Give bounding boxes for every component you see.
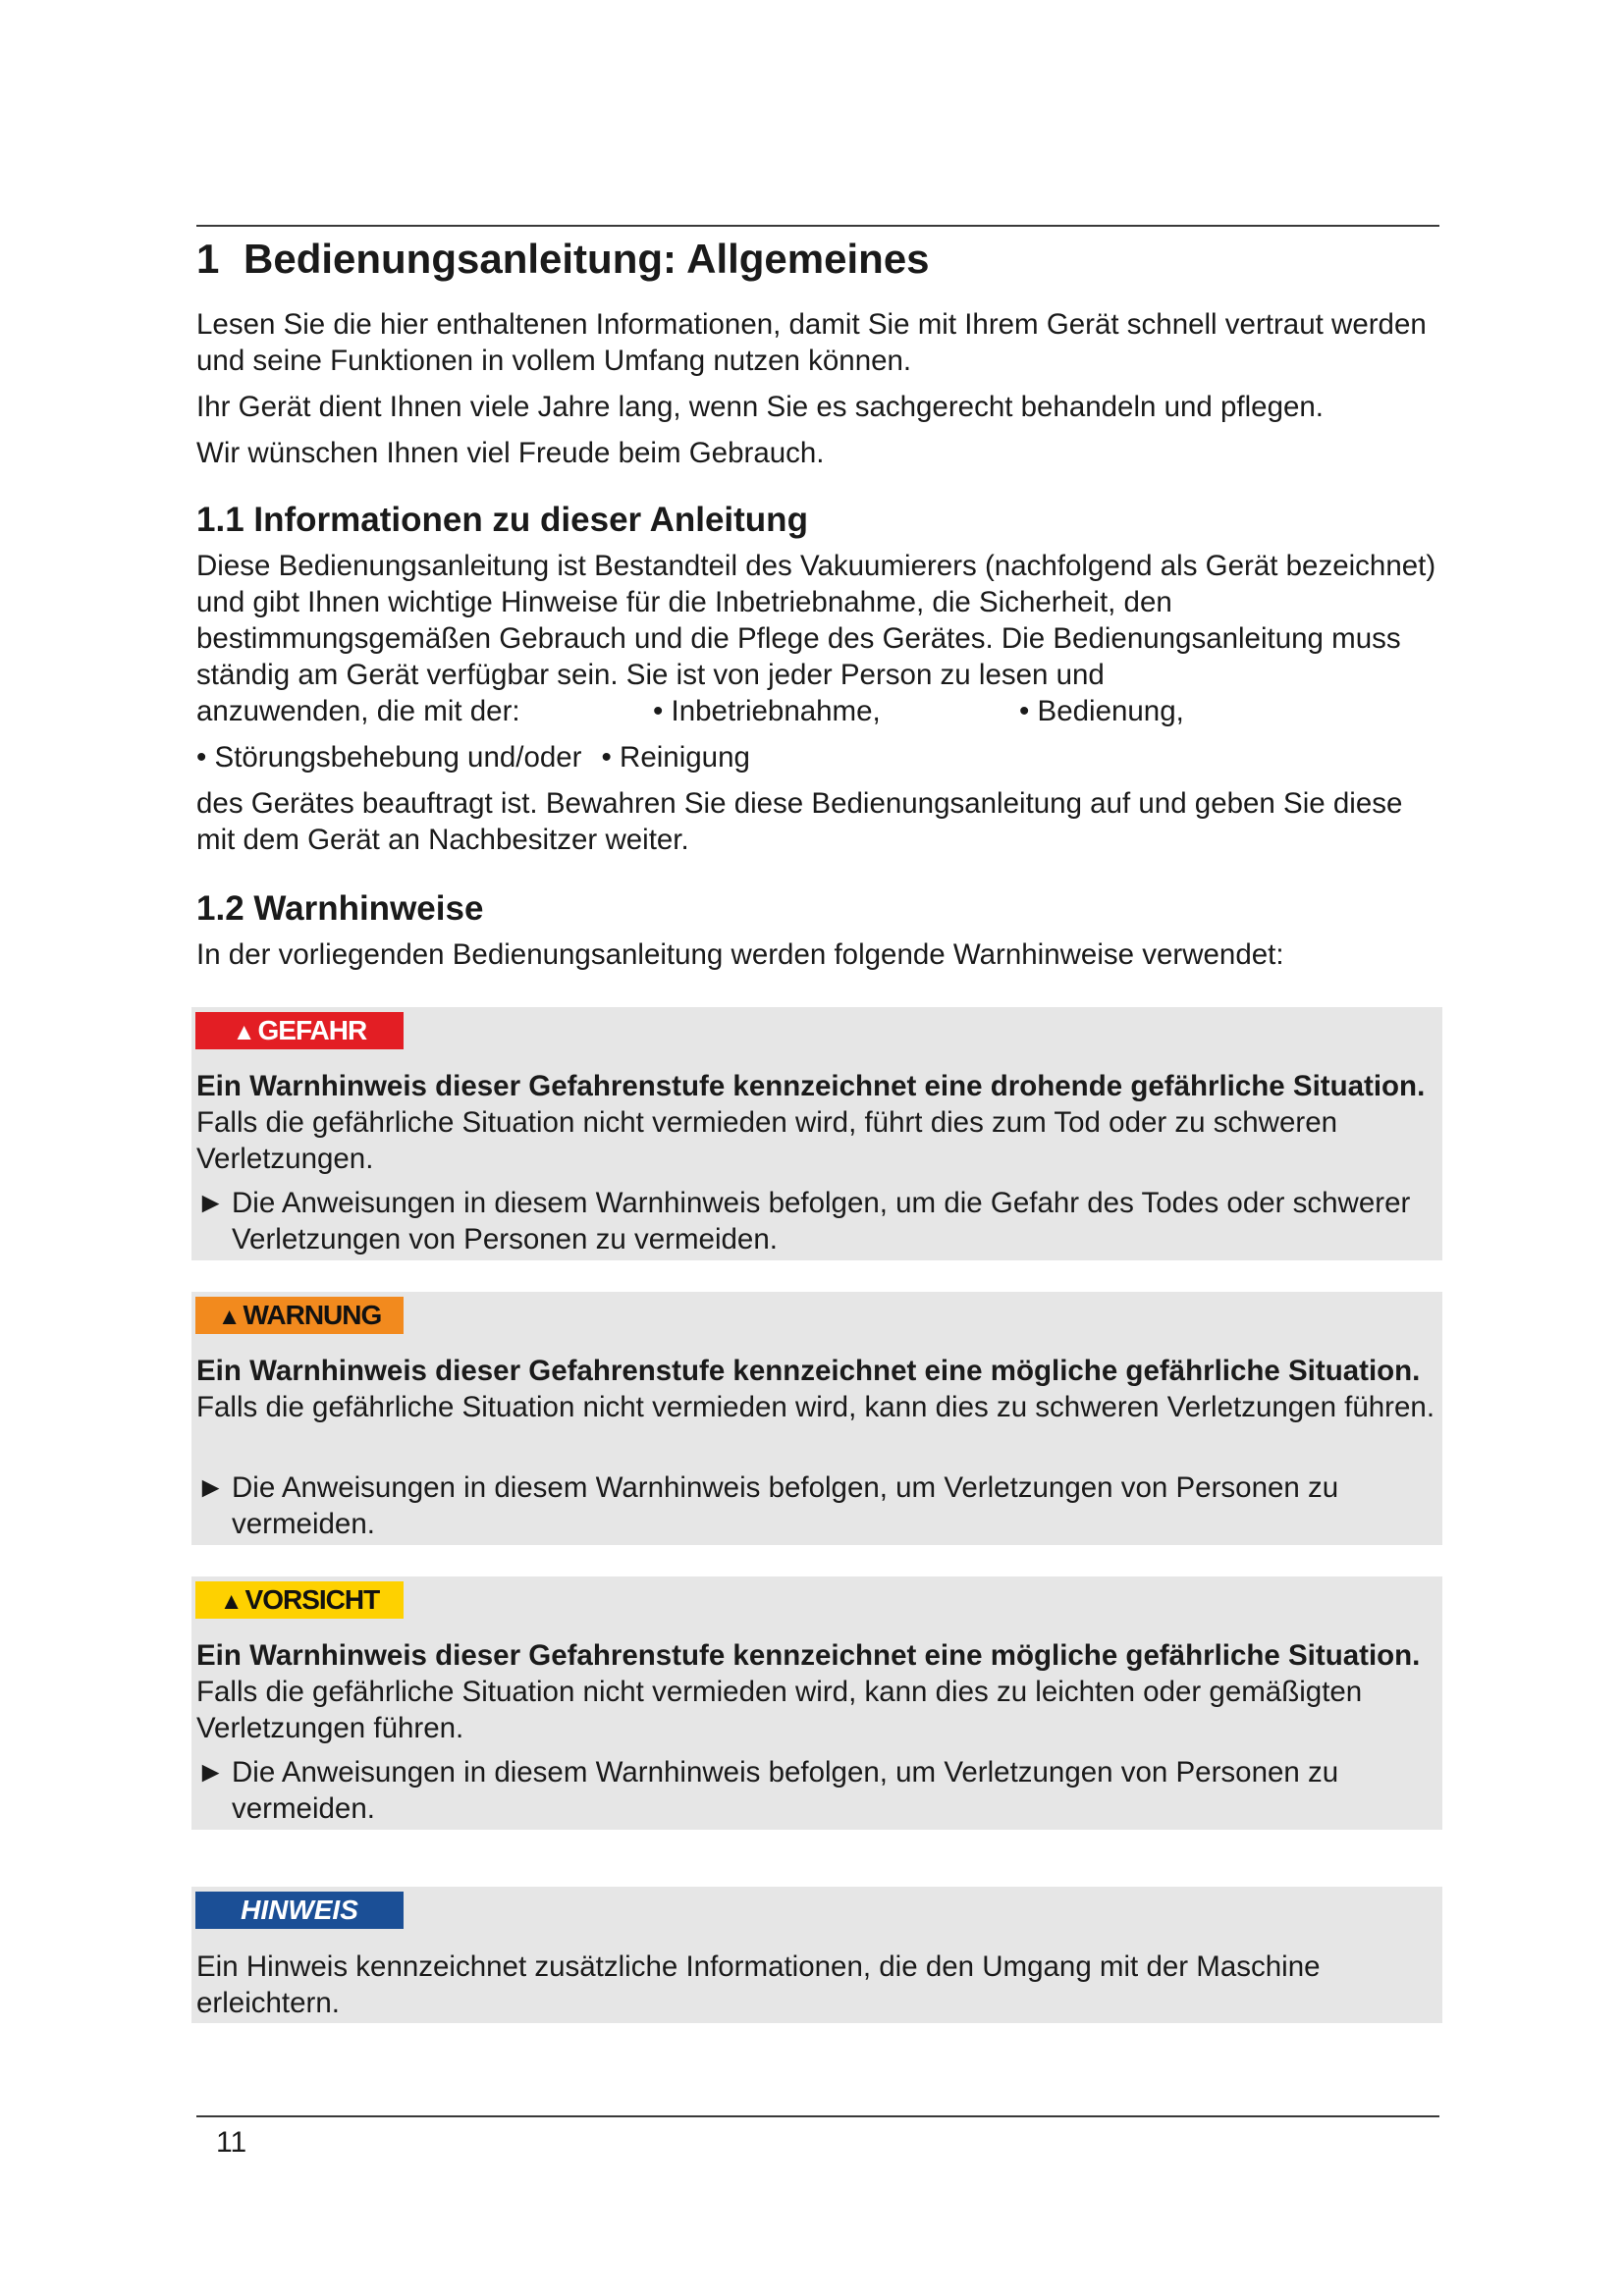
chapter-intro xyxy=(196,306,1439,471)
danger-badge xyxy=(195,1012,404,1049)
section-1-1-tail: des Gerätes beauftragt ist. Bewahren Sie diese Bedienungsanleitung auf und geben Sie diese mit dem Gerät an Nachbesitzer weiter. xyxy=(196,787,1403,856)
caution-notice-bold: Ein Warnhinweis dieser Gefahrenstufe kennzeichnet eine mögliche gefährliche Situation. xyxy=(196,1639,1421,1672)
danger-step-text: Die Anweisungen in diesem Warnhinweis befolgen, um die Gefahr des Todes oder schwerer Verletzungen von Personen zu vermeiden. xyxy=(232,1187,1411,1255)
warning-badge xyxy=(195,1297,404,1334)
section-1-1-body: Diese Bedienungsanleitung ist Bestandteil des Vakuumierers (nachfolgend als Gerät bezeichnet) und gibt Ihnen wichtige Hinweise für die Inbetriebnahme, die Sicherheit, den bestimmungsgemäßen Gebrauch und die Pflege des Gerätes. Die Bedienungsanleitung muss ständig am Gerät verfügbar sein. Sie ist von jeder Person zu lesen und xyxy=(196,550,1436,691)
warning-step xyxy=(196,1469,1435,1542)
info-badge-label: HINWEIS xyxy=(241,1895,358,1925)
caution-notice xyxy=(191,1576,1442,1830)
warning-step-text: Die Anweisungen in diesem Warnhinweis befolgen, um Verletzungen von Personen zu vermeiden. xyxy=(232,1471,1339,1540)
step-arrow-icon: ► xyxy=(196,1187,226,1219)
warning-notice-body: Falls die gefährliche Situation nicht vermieden wird, kann dies zu schweren Verletzungen führen. xyxy=(196,1391,1435,1423)
caution-badge-label: VORSICHT xyxy=(244,1584,380,1615)
info-notice xyxy=(191,1887,1442,2023)
list-row-2 xyxy=(196,739,1439,775)
chapter-title xyxy=(196,228,1439,287)
page-number: 11 xyxy=(216,2126,247,2159)
header-rule xyxy=(196,225,1439,227)
warning-notice-text xyxy=(196,1353,1435,1425)
section-1-1-title: 1.1 Informationen zu dieser Anleitung xyxy=(196,501,808,539)
list-lead-in: anzuwenden, die mit der: xyxy=(196,695,520,727)
danger-step xyxy=(196,1185,1435,1257)
intro-paragraph-3: Wir wünschen Ihnen viel Freude beim Gebrauch. xyxy=(196,437,825,469)
list-item: • Störungsbehebung und/oder xyxy=(196,741,582,774)
info-notice-text: Ein Hinweis kennzeichnet zusätzliche Informationen, die den Umgang mit der Maschine erleichtern. xyxy=(196,1950,1321,2019)
section-1-1 xyxy=(196,499,1439,858)
danger-notice-text xyxy=(196,1068,1435,1177)
caution-notice-text xyxy=(196,1637,1435,1746)
caution-notice-body: Falls die gefährliche Situation nicht vermieden wird, kann dies zu leichten oder gemäßigten Verletzungen führen. xyxy=(196,1676,1363,1744)
page-content xyxy=(196,228,1439,973)
footer-rule xyxy=(196,2115,1439,2117)
step-arrow-icon: ► xyxy=(196,1471,226,1504)
warning-triangle-icon: ▲ xyxy=(217,1304,242,1330)
intro-paragraph-1: Lesen Sie die hier enthaltenen Informationen, damit Sie mit Ihrem Gerät schnell vertraut werden und seine Funktionen in vollem Umfang nutzen können. xyxy=(196,308,1427,377)
section-1-2-title: 1.2 Warnhinweise xyxy=(196,889,484,928)
list-item: • Inbetriebnahme, xyxy=(653,695,881,727)
list-item: • Bedienung, xyxy=(1019,695,1184,727)
chapter-title-text: Bedienungsanleitung: Allgemeines xyxy=(244,236,930,282)
danger-notice-body: Falls die gefährliche Situation nicht vermieden wird, führt dies zum Tod oder zu schweren Verletzungen. xyxy=(196,1106,1338,1175)
chapter-number: 1 xyxy=(196,236,220,282)
caution-badge xyxy=(195,1581,404,1619)
section-1-2-lead: In der vorliegenden Bedienungsanleitung werden folgende Warnhinweise verwendet: xyxy=(196,938,1284,971)
intro-paragraph-2: Ihr Gerät dient Ihnen viele Jahre lang, wenn Sie es sachgerecht behandeln und pflegen. xyxy=(196,391,1325,423)
danger-notice-bold: Ein Warnhinweis dieser Gefahrenstufe kennzeichnet eine drohende gefährliche Situation. xyxy=(196,1070,1426,1102)
list-row-1 xyxy=(196,693,1439,729)
caution-step-text: Die Anweisungen in diesem Warnhinweis befolgen, um Verletzungen von Personen zu vermeiden. xyxy=(232,1756,1339,1825)
danger-notice xyxy=(191,1007,1442,1260)
warning-notice-bold: Ein Warnhinweis dieser Gefahrenstufe kennzeichnet eine mögliche gefährliche Situation. xyxy=(196,1355,1421,1387)
info-badge xyxy=(195,1892,404,1929)
step-arrow-icon: ► xyxy=(196,1756,226,1789)
warning-triangle-icon: ▲ xyxy=(232,1019,256,1045)
danger-badge-label: GEFAHR xyxy=(257,1015,367,1045)
caution-step xyxy=(196,1754,1435,1827)
warning-notice xyxy=(191,1292,1442,1545)
list-item: • Reinigung xyxy=(601,741,750,774)
warning-badge-label: WARNUNG xyxy=(243,1300,382,1330)
section-1-2 xyxy=(196,887,1439,973)
warning-triangle-icon: ▲ xyxy=(219,1588,244,1615)
